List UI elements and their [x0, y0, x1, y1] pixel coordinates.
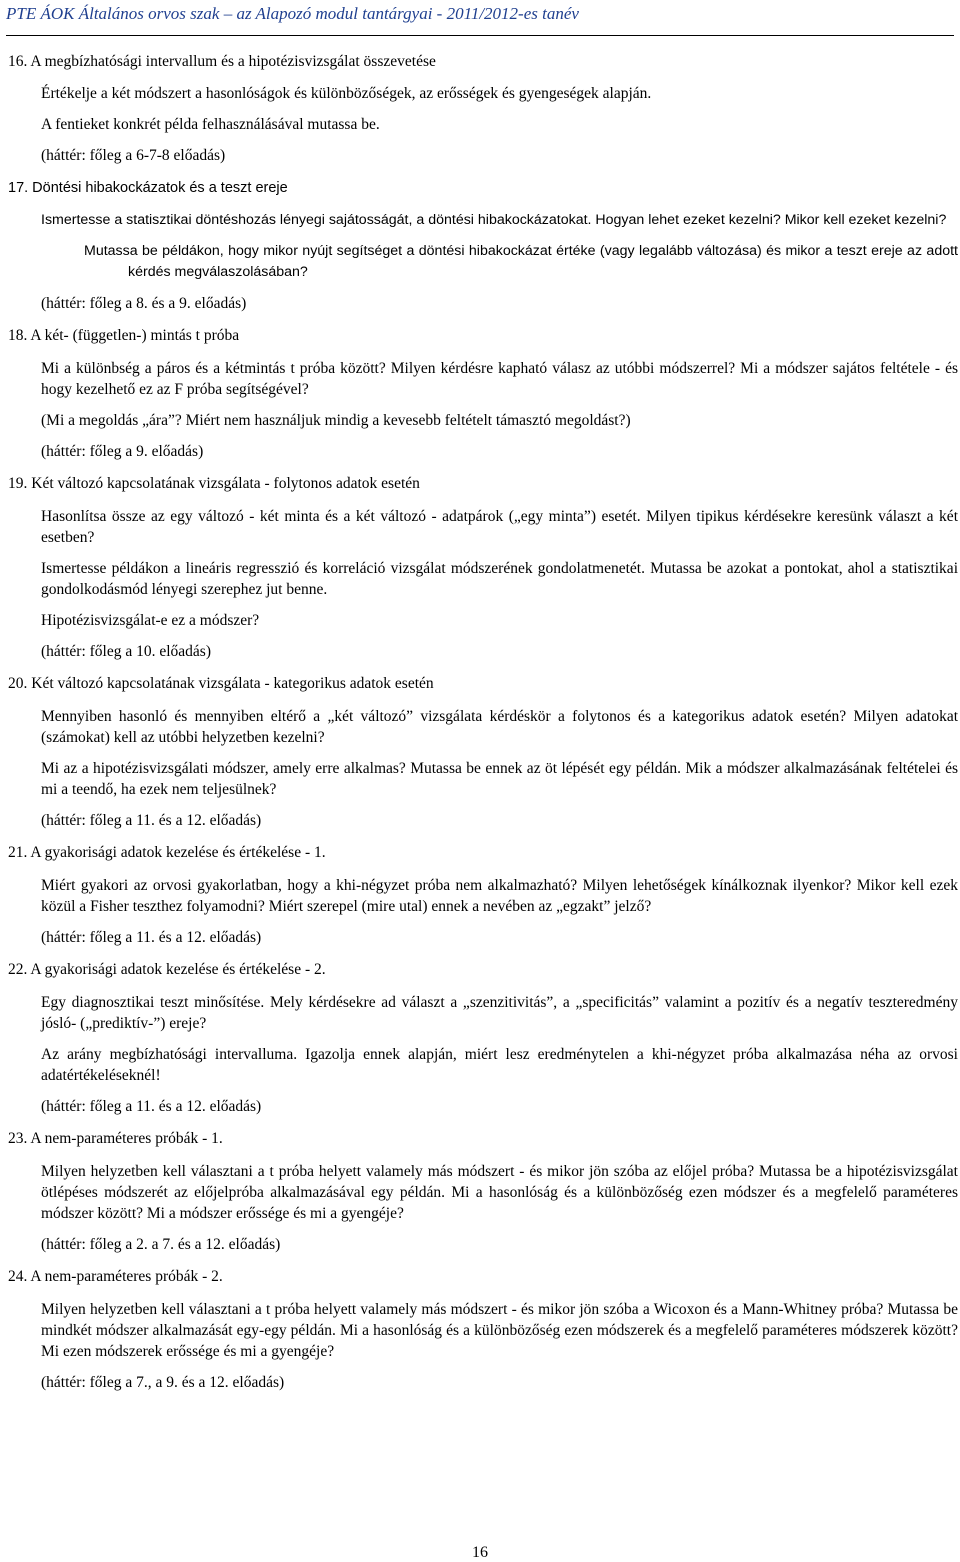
background-note: (háttér: főleg a 7., a 9. és a 12. előadás) — [41, 1374, 285, 1391]
section-title: 24. A nem-paraméteres próbák - 2. — [8, 1268, 223, 1285]
section-paragraph: Mutassa be példákon, hogy mikor nyújt segítséget a döntési hibakockázat értéke (vagy legalább változása) és mikor a teszt ereje az adott kérdés megválaszolásában? — [84, 243, 958, 280]
section-paragraph: Mi a különbség a páros és a kétmintás t próba között? Milyen kérdésre kapható válasz az utóbbi módszerrel? Mi a módszer sajátos feltétele - és hogy kezelhető ez az F próba segítségével? — [41, 360, 958, 398]
background-note: (háttér: főleg a 11. és a 12. előadás) — [41, 1098, 262, 1115]
section-title: 23. A nem-paraméteres próbák - 1. — [8, 1130, 223, 1147]
section-paragraph: Ismertesse példákon a lineáris regresszió és korreláció vizsgálat módszerének gondolatmenetét. Mutassa be azokat a pontokat, ahol a statisztikai gondolkodásmód lényegi szerephez jut benne. — [41, 560, 958, 598]
section-paragraph: Milyen helyzetben kell választani a t próba helyett valamely más módszert - és mikor jön szóba az előjel próba? Mutassa be a hipotézisvizsgálat ötlépéses módszerét az előjelpróba alkalmazásával egy példán. Mi a hasonlóság és a különbözőség ezen módszer és a megfelelő paraméteres módszer között? Mi a módszer erőssége és mi a gyengéje? — [41, 1163, 958, 1222]
section-title: 20. Két változó kapcsolatának vizsgálata - kategorikus adatok esetén — [8, 675, 434, 692]
background-note: (háttér: főleg a 2. a 7. és a 12. előadás) — [41, 1236, 281, 1253]
section-title: 18. A két- (független-) mintás t próba — [8, 327, 240, 344]
section-24 — [8, 1265, 958, 1393]
background-note: (háttér: főleg a 6-7-8 előadás) — [41, 147, 226, 164]
section-19 — [8, 472, 958, 662]
section-paragraph: Milyen helyzetben kell választani a t próba helyett valamely más módszert - és mikor jön szóba a Wicoxon és a Mann-Whitney próba? Mutassa be mindkét módszer alkalmazását egy-egy példán. Mi a hasonlóság és a különbözőség ezen módszerek és a megfelelő paraméteres módszerek között? Mi ezen módszerek erőssége és mi a gyengéje? — [41, 1301, 958, 1360]
section-paragraph: Mi az a hipotézisvizsgálati módszer, amely erre alkalmas? Mutassa be ennek az öt lépését egy példán. Mik a módszer alkalmazásának feltételei és mi a teendő, ha ezek nem teljesülnek? — [41, 760, 958, 798]
page-number: 16 — [472, 1544, 488, 1561]
section-paragraph: Ismertesse a statisztikai döntéshozás lényegi sajátosságát, a döntési hibakockázatokat. Hogyan lehet ezeket kezelni? Mikor kell ezeket kezelni? — [41, 212, 947, 228]
background-note: (háttér: főleg a 11. és a 12. előadás) — [41, 812, 262, 829]
section-22 — [8, 958, 958, 1117]
document-body — [8, 51, 958, 1393]
section-text: Értékelje a két módszert a hasonlóságok és különbözőségek, az erősségek és gyengeségek alapján. — [41, 85, 652, 102]
section-text: A fentieket konkrét példa felhasználásával mutassa be. — [41, 116, 380, 133]
running-header — [6, 3, 954, 36]
background-note: (háttér: főleg a 10. előadás) — [41, 643, 211, 660]
section-20 — [8, 672, 958, 831]
section-18 — [8, 324, 958, 462]
section-paragraph: Hipotézisvizsgálat-e ez a módszer? — [41, 612, 260, 629]
section-title: 22. A gyakorisági adatok kezelése és értékelése - 2. — [8, 961, 326, 978]
header-title: PTE ÁOK Általános orvos szak – az Alapozó modul tantárgyai - 2011/2012-es tanév — [6, 4, 579, 23]
section-title: 21. A gyakorisági adatok kezelése és értékelése - 1. — [8, 844, 326, 861]
background-note: (háttér: főleg a 11. és a 12. előadás) — [41, 929, 262, 946]
section-paragraph: Miért gyakori az orvosi gyakorlatban, hogy a khi-négyzet próba nem alkalmazható? Milyen lehetőségek kínálkoznak ilyenkor? Mikor kell ezek közül a Fisher teszthez folyamodni? Miért szerepel (mire utal) ennek a nevében az „egzakt” jelző? — [41, 877, 958, 915]
section-paragraph: (Mi a megoldás „ára”? Miért nem használjuk mindig a kevesebb feltételt támasztó megoldást?) — [41, 412, 631, 429]
section-paragraph: Hasonlítsa össze az egy változó - két minta és a két változó - adatpárok („egy minta”) esetét. Milyen tipikus kérdésekre keresünk választ a két esetben? — [41, 508, 958, 546]
section-paragraph: Egy diagnosztikai teszt minősítése. Mely kérdésekre ad választ a „szenzitivitás”, a „specificitás” valamint a pozitív és a negatív teszteredmény jósló- („prediktív-”) ereje? — [41, 994, 958, 1032]
section-title: 19. Két változó kapcsolatának vizsgálata - folytonos adatok esetén — [8, 475, 420, 492]
section-title: 17. Döntési hibakockázatok és a teszt ereje — [8, 180, 288, 196]
section-paragraph: Mennyiben hasonló és mennyiben eltérő a „két változó” vizsgálata kérdéskör a folytonos és a kategorikus adatok esetén? Milyen adatokat (számokat) kell az utóbbi helyzetben kezelni? — [41, 708, 958, 746]
section-16 — [8, 51, 958, 166]
background-note: (háttér: főleg a 9. előadás) — [41, 443, 204, 460]
section-23 — [8, 1127, 958, 1255]
section-title: 16. A megbízhatósági intervallum és a hipotézisvizsgálat összevetése — [8, 53, 436, 70]
section-21 — [8, 841, 958, 948]
section-17 — [8, 176, 958, 314]
section-paragraph: Az arány megbízhatósági intervalluma. Igazolja ennek alapján, miért lesz eredménytelen a khi-négyzet próba alkalmazása néha az orvosi adatértékeléseknél! — [41, 1046, 958, 1084]
background-note: (háttér: főleg a 8. és a 9. előadás) — [41, 295, 247, 312]
